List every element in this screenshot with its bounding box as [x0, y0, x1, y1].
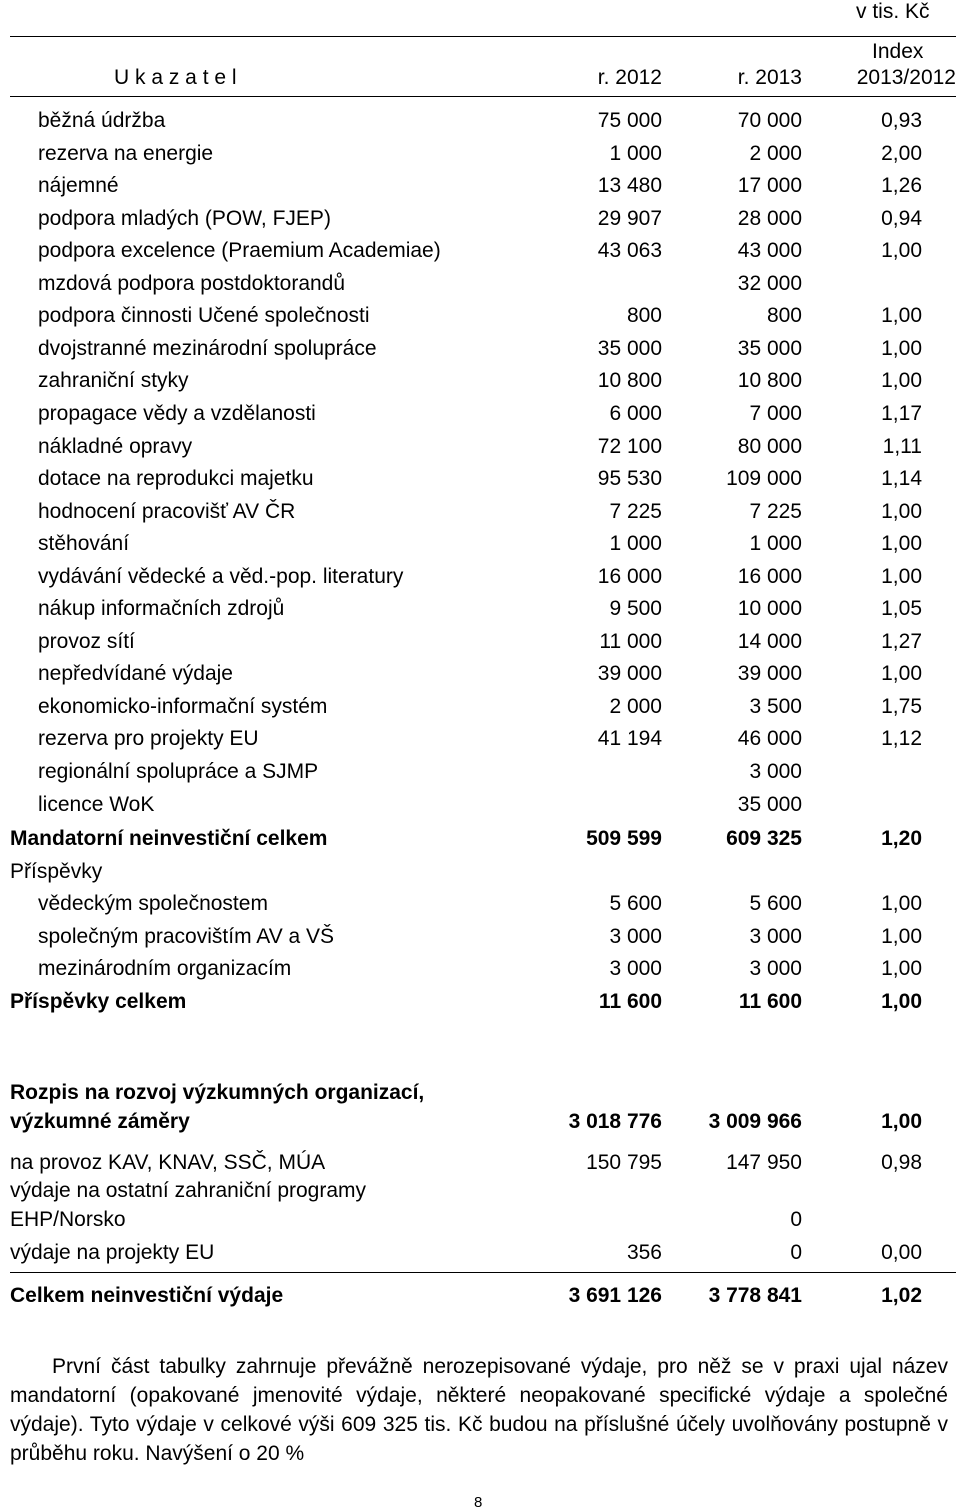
table-row	[0, 532, 960, 562]
value-index: 1,75	[881, 694, 922, 718]
value-2013: 3 500	[749, 694, 802, 718]
header-index-2: 2013/2012	[856, 66, 956, 89]
page-number: 8	[474, 1494, 483, 1511]
explanation-paragraph: První část tabulky zahrnuje převážně nerozepisované výdaje, pro něž se v praxi ujal název mandatorní (opakované jmenovité výdaje, některé neopakované specifické výdaje a společné výdaje). Tyto výdaje v celkové výši 609 325 tis. Kč budou na příslušné účely uvolňovány postupně v průběhu roku. Navýšení o 20 %	[10, 1355, 948, 1465]
value-2013: 70 000	[737, 109, 802, 132]
value-2013: 800	[766, 304, 802, 328]
value-2013: 35 000	[737, 336, 802, 360]
value-2012: 150 795	[586, 1151, 662, 1174]
value-2012: 39 000	[597, 662, 662, 686]
row-label: zahraniční styky	[38, 369, 189, 393]
value-index: 1,00	[881, 957, 922, 980]
value-index: 1,00	[881, 239, 922, 263]
table-row	[0, 957, 960, 987]
row-label: propagace vědy a vzdělanosti	[38, 401, 316, 425]
value-2012: 3 000	[609, 957, 662, 980]
table-row	[0, 925, 960, 955]
table-row	[0, 760, 960, 790]
value-index: 0,94	[881, 206, 922, 230]
contributions-heading: Příspěvky	[10, 860, 103, 883]
value-2013: 11 600	[738, 990, 802, 1013]
table-row	[0, 727, 960, 757]
row-label: rezerva pro projekty EU	[38, 727, 259, 751]
value-index: 1,05	[881, 597, 922, 621]
row-label: Mandatorní neinvestiční celkem	[10, 827, 328, 850]
value-2013: 2 000	[749, 141, 802, 165]
value-2012: 11 600	[598, 990, 662, 1013]
table-row	[0, 597, 960, 627]
contributions-total-row	[0, 990, 960, 1020]
operations-row	[0, 1151, 960, 1181]
value-2013: 46 000	[737, 727, 802, 751]
value-2013: 3 000	[749, 760, 802, 783]
table-row	[0, 793, 960, 823]
value-2012: 356	[626, 1241, 662, 1264]
value-2013: 3 000	[749, 957, 802, 980]
value-index: 1,17	[881, 401, 922, 425]
table-row	[0, 402, 960, 432]
row-label: nájemné	[38, 174, 119, 198]
grand-total-row	[0, 1284, 960, 1314]
row-label: výdaje na ostatní zahraniční programy	[10, 1179, 367, 1202]
row-label: vydávání vědecké a věd.-pop. literatury	[38, 564, 404, 588]
other-programs-label-row	[0, 1179, 960, 1209]
header-2012: r. 2012	[597, 66, 662, 89]
value-index: 2,00	[881, 141, 922, 165]
value-2012: 800	[626, 304, 662, 328]
row-label: hodnocení pracovišť AV ČR	[38, 499, 296, 523]
row-label: nákup informačních zdrojů	[38, 597, 285, 621]
row-label: podpora činnosti Učené společnosti	[38, 304, 370, 328]
header-2013: r. 2013	[737, 66, 802, 89]
total-separator	[10, 1272, 956, 1273]
table-row	[0, 304, 960, 334]
table-row	[0, 695, 960, 725]
value-2013: 5 600	[749, 892, 802, 915]
row-label: rezerva na energie	[38, 141, 214, 165]
value-2013: 16 000	[737, 564, 802, 588]
value-2013: 43 000	[737, 239, 802, 263]
value-index: 1,20	[881, 827, 922, 850]
row-label: na provoz KAV, KNAV, SSČ, MÚA	[10, 1151, 326, 1174]
value-2012: 5 600	[609, 892, 662, 915]
value-2013: 7 225	[749, 499, 802, 523]
value-2012: 9 500	[609, 597, 662, 621]
value-2013: 28 000	[737, 206, 802, 230]
table-row	[0, 239, 960, 269]
row-label: výzkumné záměry	[10, 1110, 190, 1133]
value-index: 1,11	[882, 434, 922, 458]
value-index: 1,00	[881, 499, 922, 523]
row-label: nepředvídané výdaje	[38, 662, 233, 686]
value-2013: 32 000	[737, 271, 802, 295]
value-2012: 75 000	[597, 109, 662, 132]
value-index: 1,00	[881, 892, 922, 915]
value-index: 1,26	[881, 174, 922, 198]
table-row	[0, 369, 960, 399]
value-2012: 95 530	[597, 467, 662, 491]
row-label: mezinárodním organizacím	[38, 957, 292, 980]
value-2013: 14 000	[737, 629, 802, 653]
value-2012: 41 194	[597, 727, 662, 751]
contributions-heading-row	[0, 860, 960, 890]
table-row	[0, 500, 960, 530]
value-2012: 7 225	[609, 499, 662, 523]
table-row	[0, 435, 960, 465]
row-label: výdaje na projekty EU	[10, 1241, 215, 1264]
unit-note: v tis. Kč	[856, 0, 930, 23]
value-2013: 0	[790, 1208, 802, 1231]
row-label: běžná údržba	[38, 109, 166, 132]
value-index: 1,00	[881, 369, 922, 393]
row-label: mzdová podpora postdoktorandů	[38, 271, 346, 295]
table-row	[0, 892, 960, 922]
row-label: EHP/Norsko	[10, 1208, 126, 1231]
table-row	[0, 662, 960, 692]
row-label: Příspěvky celkem	[10, 990, 187, 1013]
row-label: provoz sítí	[38, 629, 135, 653]
value-2012: 3 018 776	[568, 1110, 662, 1133]
row-label: dvojstranné mezinárodní spolupráce	[38, 336, 377, 360]
row-label: nákladné opravy	[38, 434, 193, 458]
table-row	[0, 630, 960, 660]
value-2013: 17 000	[737, 174, 802, 198]
value-2012: 10 800	[597, 369, 662, 393]
value-2013: 3 000	[749, 924, 802, 948]
other-programs-row	[0, 1208, 960, 1238]
value-2012: 1 000	[609, 532, 662, 556]
value-2012: 6 000	[609, 401, 662, 425]
value-index: 1,14	[881, 467, 922, 491]
header-top-rule	[10, 36, 956, 37]
value-2013: 7 000	[749, 401, 802, 425]
value-index: 1,00	[881, 662, 922, 686]
value-2012: 35 000	[597, 336, 662, 360]
value-index: 0,98	[881, 1151, 922, 1174]
row-label: licence WoK	[38, 792, 155, 816]
table-row	[0, 272, 960, 302]
row-label: stěhování	[38, 532, 130, 556]
value-2013: 147 950	[726, 1151, 802, 1174]
header-bottom-rule	[10, 96, 956, 97]
research-row	[0, 1110, 960, 1140]
table-row	[0, 207, 960, 237]
row-label: vědeckým společnostem	[38, 892, 268, 915]
value-2012: 509 599	[586, 827, 662, 850]
eu-projects-row	[0, 1241, 960, 1271]
value-2012: 1 000	[609, 141, 662, 165]
value-2012: 13 480	[597, 174, 662, 198]
value-2013: 0	[790, 1241, 802, 1264]
value-index: 1,02	[881, 1284, 922, 1307]
value-2013: 3 009 966	[708, 1110, 802, 1133]
value-index: 1,00	[881, 1110, 922, 1133]
value-index: 0,00	[881, 1241, 922, 1264]
row-label: Rozpis na rozvoj výzkumných organizací,	[10, 1081, 425, 1104]
value-2013: 35 000	[737, 792, 802, 816]
value-index: 1,12	[881, 727, 922, 751]
value-2012: 2 000	[609, 694, 662, 718]
value-2012: 3 691 126	[568, 1284, 662, 1307]
value-2013: 10 800	[737, 369, 802, 393]
value-2013: 39 000	[737, 662, 802, 686]
row-label: společným pracovištím AV a VŠ	[38, 924, 335, 948]
value-2013: 1 000	[749, 532, 802, 556]
value-2012: 16 000	[597, 564, 662, 588]
value-index: 1,00	[881, 532, 922, 556]
table-row	[0, 109, 960, 139]
value-index: 1,27	[881, 629, 922, 653]
value-2013: 109 000	[726, 467, 802, 491]
value-index: 1,00	[881, 990, 922, 1013]
row-label: podpora mladých (POW, FJEP)	[38, 206, 331, 230]
table-row	[0, 174, 960, 204]
value-2012: 11 000	[599, 629, 662, 653]
value-2013: 10 000	[737, 597, 802, 621]
row-label: ekonomicko-informační systém	[38, 694, 328, 718]
value-2012: 43 063	[597, 239, 662, 263]
value-2012: 72 100	[597, 434, 662, 458]
row-label: Celkem neinvestiční výdaje	[10, 1284, 284, 1307]
table-row	[0, 337, 960, 367]
value-index: 1,00	[881, 924, 922, 948]
header-label: U k a z a t e l	[114, 66, 237, 89]
table-row	[0, 142, 960, 172]
value-2012: 29 907	[597, 206, 662, 230]
value-2013: 609 325	[726, 827, 802, 850]
row-label: dotace na reprodukci majetku	[38, 467, 314, 491]
value-index: 1,00	[881, 336, 922, 360]
research-row-label-1	[0, 1081, 960, 1111]
mandatory-total-row	[0, 827, 960, 857]
value-index: 1,00	[881, 564, 922, 588]
value-2013: 3 778 841	[708, 1284, 802, 1307]
table-row	[0, 565, 960, 595]
table-row	[0, 467, 960, 497]
row-label: podpora excelence (Praemium Academiae)	[38, 239, 441, 263]
value-index: 1,00	[881, 304, 922, 328]
value-index: 0,93	[881, 109, 922, 132]
header-index-1: Index	[872, 40, 924, 63]
value-2013: 80 000	[737, 434, 802, 458]
row-label: regionální spolupráce a SJMP	[38, 760, 319, 783]
value-2012: 3 000	[609, 924, 662, 948]
